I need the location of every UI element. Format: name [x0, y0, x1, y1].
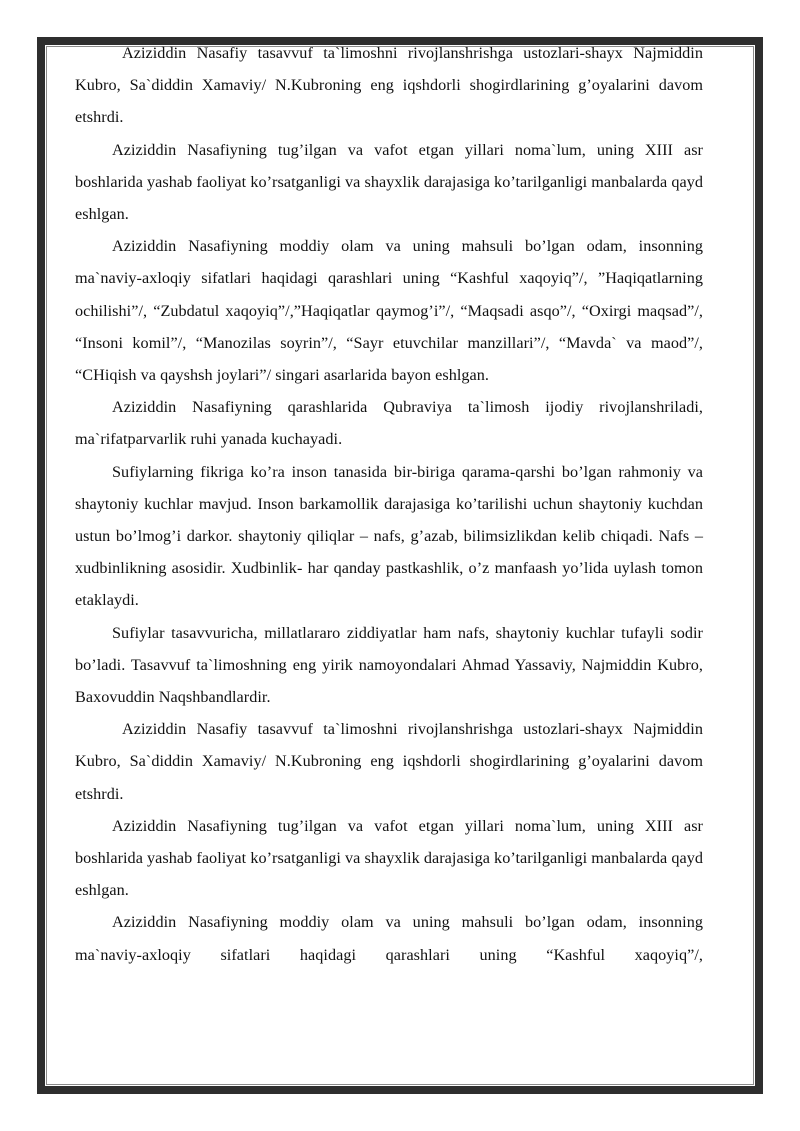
document-body — [75, 37, 703, 971]
paragraph-7: Aziziddin Nasafiy tasavvuf ta`limoshni rivojlanshrishga ustozlari-shayx Najmiddin Kubro, Sa`diddin Xamaviy/ N.Kubroning eng iqshdorli shogirdlarining g’oyalarini davom etshrdi. — [75, 720, 703, 803]
paragraph-2: Aziziddin Nasafiyning tug’ilgan va vafot etgan yillari noma`lum, uning XIII asr boshlarida yashab faoliyat ko’rsatganligi va shayxlik darajasiga ko’tarilganligi manbalarda qayd eshlgan. — [75, 140, 703, 224]
paragraph-8: Aziziddin Nasafiyning tug’ilgan va vafot etgan yillari noma`lum, uning XIII asr boshlarida yashab faoliyat ko’rsatganligi va shayxlik darajasiga ko’tarilganligi manbalarda qayd eshlgan. — [75, 816, 703, 900]
paragraph-5: Sufiylarning fikriga ko’ra inson tanasida bir-biriga qarama-qarshi bo’lgan rahmoniy va shaytoniy kuchlar mavjud. Inson barkamollik darajasiga ko’tarilishi uchun shaytoniy kuchdan ustun bo’lmog’i darkor. shaytoniy qiliqlar – nafs, g’azab, bilimsizlikdan kelib chiqadi. Nafs – xudbinlikning asosidir. Xudbinlik- har qanday pastkashlik, o’z manfaash yo’lida uylash tomon etaklaydi. — [75, 462, 703, 610]
paragraph-1: Aziziddin Nasafiy tasavvuf ta`limoshni rivojlanshrishga ustozlari-shayx Najmiddin Kubro, Sa`diddin Xamaviy/ N.Kubroning eng iqshdorli shogirdlarining g’oyalarini davom etshrdi. — [75, 44, 703, 127]
paragraph-9: Aziziddin Nasafiyning moddiy olam va uning mahsuli bo’lgan odam, insonning ma`naviy-axloqiy sifatlari haqidagi qarashlari uning “Kashful xaqoyiq”/, — [75, 913, 703, 964]
paragraph-6: Sufiylar tasavvuricha, millatlararo ziddiyatlar ham nafs, shaytoniy kuchlar tufayli sodir bo’ladi. Tasavvuf ta`limoshning eng yirik namoyondalari Ahmad Yassaviy, Najmiddin Kubro, Baxovuddin Naqshbandlardir. — [75, 623, 703, 707]
paragraph-3: Aziziddin Nasafiyning moddiy olam va uning mahsuli bo’lgan odam, insonning ma`naviy-axloqiy sifatlari haqidagi qarashlari uning “Kashful xaqoyiq”/, ”Haqiqatlarning ochilishi”/, “Zubdatul xaqoyiq”/,”Haqiqatlar qaymog’i”/, “Maqsadi asqo”/, “Oxirgi maqsad”/, “Insoni komil”/, “Manozilas soyrin”/, “Sayr etuvchilar manzillari”/, “Mavda` va maod”/, “CHiqish va qayshsh joylari”/ singari asarlarida bayon eshlgan. — [75, 237, 703, 385]
paragraph-4: Aziziddin Nasafiyning qarashlarida Qubraviya ta`limosh ijodiy rivojlanshriladi, ma`rifatparvarlik ruhi yanada kuchayadi. — [75, 398, 703, 449]
